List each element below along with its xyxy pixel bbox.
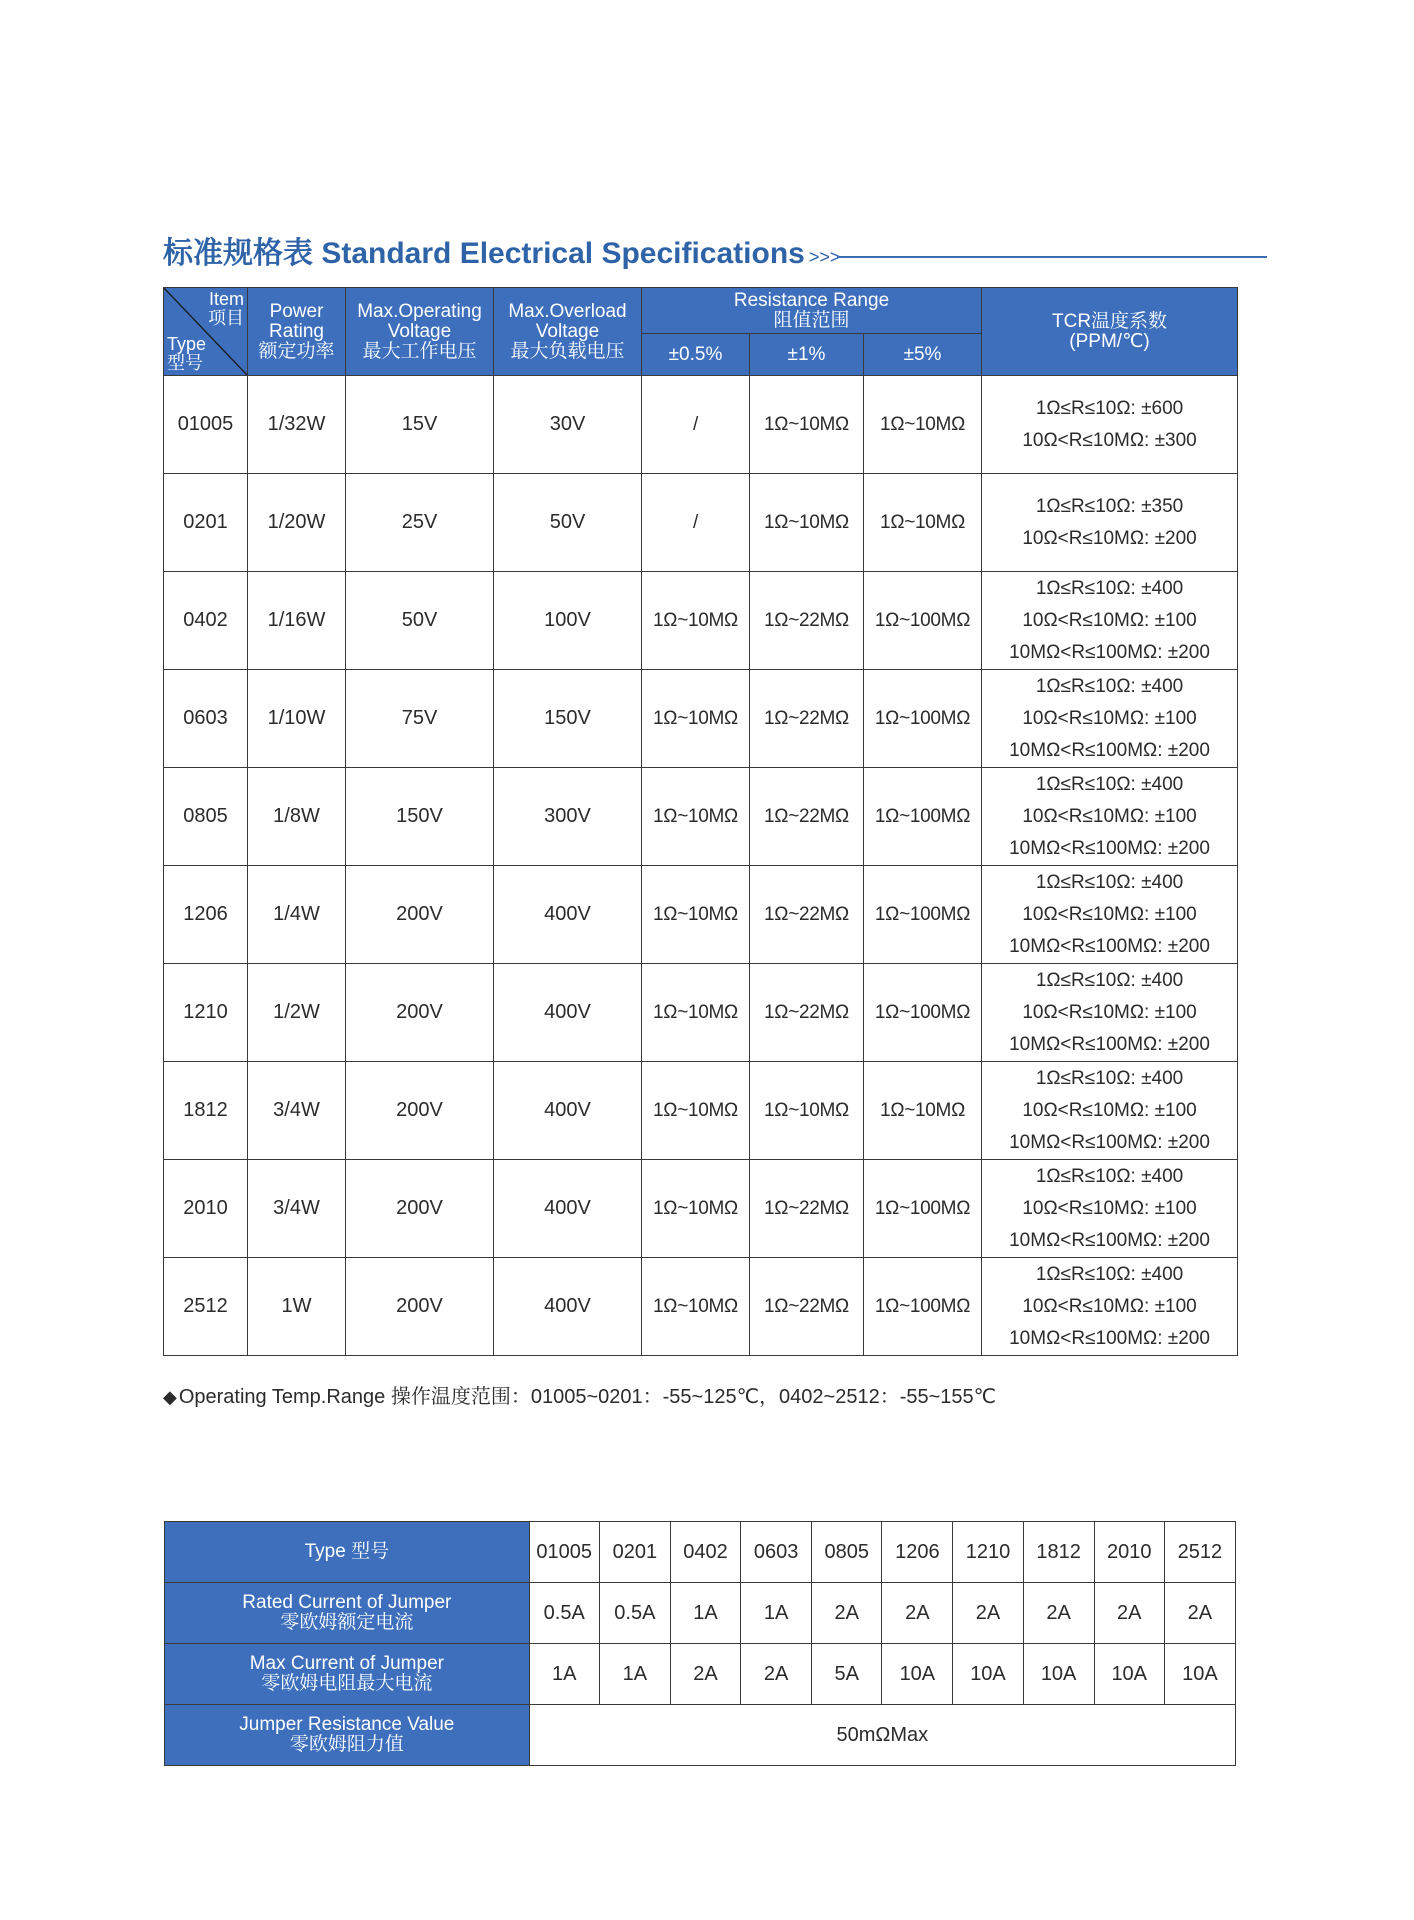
jumper-max-cell: 10A bbox=[1164, 1644, 1235, 1705]
heading-title bbox=[163, 232, 840, 279]
jumper-rated-row bbox=[165, 1583, 1236, 1644]
table-row bbox=[164, 670, 1238, 768]
table-row bbox=[164, 1160, 1238, 1258]
jumper-rated-cell: 2A bbox=[1164, 1583, 1235, 1644]
tcr-cell: 1Ω≤R≤10Ω: ±400 10Ω<R≤10MΩ: ±100 10MΩ<R≤100MΩ: ±200 bbox=[982, 1160, 1238, 1258]
range-1-cell: 1Ω~22MΩ bbox=[750, 1160, 864, 1258]
range-0-5-cell: 1Ω~10MΩ bbox=[642, 1258, 750, 1356]
jumper-resistance-label: Jumper Resistance Value 零欧姆阻力值 bbox=[165, 1705, 530, 1766]
table-row bbox=[164, 964, 1238, 1062]
range-1-cell: 1Ω~10MΩ bbox=[750, 1062, 864, 1160]
range-0-5-cell: 1Ω~10MΩ bbox=[642, 670, 750, 768]
heading-rule bbox=[837, 256, 1267, 258]
table-row bbox=[164, 1258, 1238, 1356]
type-cell: 01005 bbox=[164, 376, 248, 474]
maxov-cell: 30V bbox=[494, 376, 642, 474]
range-5-cell: 1Ω~100MΩ bbox=[864, 1160, 982, 1258]
jumper-rated-cell: 0.5A bbox=[529, 1583, 599, 1644]
jumper-max-cell: 2A bbox=[741, 1644, 812, 1705]
maxop-cell: 200V bbox=[346, 866, 494, 964]
maxop-cell: 150V bbox=[346, 768, 494, 866]
jumper-max-cell: 10A bbox=[953, 1644, 1023, 1705]
maxov-cell: 400V bbox=[494, 1160, 642, 1258]
resistance-range-header: Resistance Range 阻值范围 bbox=[642, 288, 982, 334]
range-0-5-cell: 1Ω~10MΩ bbox=[642, 768, 750, 866]
tolerance-1-header: ±1% bbox=[750, 334, 864, 376]
tcr-cell: 1Ω≤R≤10Ω: ±400 10Ω<R≤10MΩ: ±100 10MΩ<R≤100MΩ: ±200 bbox=[982, 768, 1238, 866]
jumper-type-cell: 1206 bbox=[882, 1522, 953, 1583]
jumper-type-cell: 1210 bbox=[953, 1522, 1023, 1583]
maxop-cell: 200V bbox=[346, 964, 494, 1062]
maxop-cell: 50V bbox=[346, 572, 494, 670]
type-cell: 0805 bbox=[164, 768, 248, 866]
item-type-header bbox=[164, 288, 248, 376]
range-0-5-cell: / bbox=[642, 474, 750, 572]
range-1-cell: 1Ω~22MΩ bbox=[750, 1258, 864, 1356]
tcr-cell: 1Ω≤R≤10Ω: ±400 10Ω<R≤10MΩ: ±100 10MΩ<R≤100MΩ: ±200 bbox=[982, 572, 1238, 670]
jumper-type-cell: 0402 bbox=[670, 1522, 740, 1583]
range-0-5-cell: / bbox=[642, 376, 750, 474]
type-cell: 1812 bbox=[164, 1062, 248, 1160]
jumper-max-cell: 10A bbox=[1094, 1644, 1164, 1705]
jumper-table bbox=[164, 1521, 1236, 1766]
range-0-5-cell: 1Ω~10MΩ bbox=[642, 964, 750, 1062]
table-row bbox=[164, 866, 1238, 964]
range-5-cell: 1Ω~10MΩ bbox=[864, 1062, 982, 1160]
type-cell: 1206 bbox=[164, 866, 248, 964]
maxov-cell: 300V bbox=[494, 768, 642, 866]
type-cell: 0201 bbox=[164, 474, 248, 572]
item-label: Item 项目 bbox=[208, 289, 244, 328]
tolerance-0-5-header: ±0.5% bbox=[642, 334, 750, 376]
tolerance-5-header: ±5% bbox=[864, 334, 982, 376]
type-cell: 0603 bbox=[164, 670, 248, 768]
type-cell: 1210 bbox=[164, 964, 248, 1062]
jumper-rated-cell: 2A bbox=[1023, 1583, 1094, 1644]
tcr-header: TCR温度系数 (PPM/℃) bbox=[982, 288, 1238, 376]
max-operating-voltage-header: Max.Operating Voltage 最大工作电压 bbox=[346, 288, 494, 376]
power-cell: 1/20W bbox=[248, 474, 346, 572]
maxov-cell: 100V bbox=[494, 572, 642, 670]
range-5-cell: 1Ω~10MΩ bbox=[864, 474, 982, 572]
range-5-cell: 1Ω~100MΩ bbox=[864, 670, 982, 768]
tcr-cell: 1Ω≤R≤10Ω: ±350 10Ω<R≤10MΩ: ±200 bbox=[982, 474, 1238, 572]
power-cell: 3/4W bbox=[248, 1062, 346, 1160]
operating-temp-note bbox=[163, 1380, 996, 1409]
heading-arrows: >>> bbox=[808, 247, 841, 267]
range-5-cell: 1Ω~100MΩ bbox=[864, 572, 982, 670]
specs-table bbox=[163, 287, 1238, 1356]
power-cell: 1/2W bbox=[248, 964, 346, 1062]
power-rating-header: Power Rating 额定功率 bbox=[248, 288, 346, 376]
table-row bbox=[164, 768, 1238, 866]
tcr-cell: 1Ω≤R≤10Ω: ±400 10Ω<R≤10MΩ: ±100 10MΩ<R≤100MΩ: ±200 bbox=[982, 1062, 1238, 1160]
jumper-rated-cell: 2A bbox=[812, 1583, 882, 1644]
table-row bbox=[164, 572, 1238, 670]
range-5-cell: 1Ω~100MΩ bbox=[864, 768, 982, 866]
range-5-cell: 1Ω~10MΩ bbox=[864, 376, 982, 474]
power-cell: 1/4W bbox=[248, 866, 346, 964]
tcr-cell: 1Ω≤R≤10Ω: ±400 10Ω<R≤10MΩ: ±100 10MΩ<R≤100MΩ: ±200 bbox=[982, 1258, 1238, 1356]
jumper-max-row bbox=[165, 1644, 1236, 1705]
range-1-cell: 1Ω~22MΩ bbox=[750, 572, 864, 670]
table-row bbox=[164, 1062, 1238, 1160]
tcr-cell: 1Ω≤R≤10Ω: ±400 10Ω<R≤10MΩ: ±100 10MΩ<R≤100MΩ: ±200 bbox=[982, 964, 1238, 1062]
range-5-cell: 1Ω~100MΩ bbox=[864, 1258, 982, 1356]
jumper-type-cell: 0805 bbox=[812, 1522, 882, 1583]
range-0-5-cell: 1Ω~10MΩ bbox=[642, 572, 750, 670]
power-cell: 1/10W bbox=[248, 670, 346, 768]
power-cell: 1/32W bbox=[248, 376, 346, 474]
type-cell: 2010 bbox=[164, 1160, 248, 1258]
tcr-cell: 1Ω≤R≤10Ω: ±600 10Ω<R≤10MΩ: ±300 bbox=[982, 376, 1238, 474]
table-row bbox=[164, 474, 1238, 572]
jumper-type-cell: 0603 bbox=[741, 1522, 812, 1583]
maxov-cell: 150V bbox=[494, 670, 642, 768]
jumper-max-cell: 1A bbox=[599, 1644, 670, 1705]
jumper-rated-cell: 2A bbox=[882, 1583, 953, 1644]
power-cell: 1/16W bbox=[248, 572, 346, 670]
range-5-cell: 1Ω~100MΩ bbox=[864, 964, 982, 1062]
jumper-rated-cell: 2A bbox=[1094, 1583, 1164, 1644]
jumper-max-cell: 5A bbox=[812, 1644, 882, 1705]
maxov-cell: 400V bbox=[494, 1062, 642, 1160]
jumper-resistance-value: 50mΩMax bbox=[529, 1705, 1235, 1766]
type-label: Type 型号 bbox=[167, 334, 207, 373]
jumper-max-cell: 10A bbox=[1023, 1644, 1094, 1705]
type-cell: 2512 bbox=[164, 1258, 248, 1356]
jumper-rated-cell: 2A bbox=[953, 1583, 1023, 1644]
jumper-type-cell: 2010 bbox=[1094, 1522, 1164, 1583]
jumper-rated-label: Rated Current of Jumper 零欧姆额定电流 bbox=[165, 1583, 530, 1644]
section-heading bbox=[163, 232, 1267, 278]
maxov-cell: 400V bbox=[494, 1258, 642, 1356]
tcr-cell: 1Ω≤R≤10Ω: ±400 10Ω<R≤10MΩ: ±100 10MΩ<R≤100MΩ: ±200 bbox=[982, 866, 1238, 964]
range-0-5-cell: 1Ω~10MΩ bbox=[642, 866, 750, 964]
maxov-cell: 50V bbox=[494, 474, 642, 572]
range-5-cell: 1Ω~100MΩ bbox=[864, 866, 982, 964]
type-cell: 0402 bbox=[164, 572, 248, 670]
jumper-type-label: Type 型号 bbox=[165, 1522, 530, 1583]
jumper-type-cell: 0201 bbox=[599, 1522, 670, 1583]
range-1-cell: 1Ω~10MΩ bbox=[750, 474, 864, 572]
jumper-type-cell: 2512 bbox=[1164, 1522, 1235, 1583]
jumper-max-cell: 1A bbox=[529, 1644, 599, 1705]
jumper-type-row bbox=[165, 1522, 1236, 1583]
maxop-cell: 75V bbox=[346, 670, 494, 768]
table-row bbox=[164, 376, 1238, 474]
note-text: Operating Temp.Range 操作温度范围：01005~0201：-55~125℃，0402~2512：-55~155℃ bbox=[178, 1386, 997, 1408]
power-cell: 1W bbox=[248, 1258, 346, 1356]
jumper-rated-cell: 1A bbox=[741, 1583, 812, 1644]
range-1-cell: 1Ω~10MΩ bbox=[750, 376, 864, 474]
jumper-max-label: Max Current of Jumper 零欧姆电阻最大电流 bbox=[165, 1644, 530, 1705]
range-0-5-cell: 1Ω~10MΩ bbox=[642, 1062, 750, 1160]
range-1-cell: 1Ω~22MΩ bbox=[750, 670, 864, 768]
maxov-cell: 400V bbox=[494, 964, 642, 1062]
maxop-cell: 200V bbox=[346, 1062, 494, 1160]
max-overload-voltage-header: Max.Overload Voltage 最大负载电压 bbox=[494, 288, 642, 376]
jumper-max-cell: 10A bbox=[882, 1644, 953, 1705]
jumper-type-cell: 01005 bbox=[529, 1522, 599, 1583]
range-1-cell: 1Ω~22MΩ bbox=[750, 964, 864, 1062]
range-1-cell: 1Ω~22MΩ bbox=[750, 866, 864, 964]
maxop-cell: 15V bbox=[346, 376, 494, 474]
jumper-max-cell: 2A bbox=[670, 1644, 740, 1705]
range-0-5-cell: 1Ω~10MΩ bbox=[642, 1160, 750, 1258]
maxov-cell: 400V bbox=[494, 866, 642, 964]
maxop-cell: 200V bbox=[346, 1160, 494, 1258]
power-cell: 1/8W bbox=[248, 768, 346, 866]
maxop-cell: 200V bbox=[346, 1258, 494, 1356]
diamond-bullet-icon: ◆ bbox=[163, 1387, 177, 1407]
jumper-type-cell: 1812 bbox=[1023, 1522, 1094, 1583]
jumper-resistance-row bbox=[165, 1705, 1236, 1766]
power-cell: 3/4W bbox=[248, 1160, 346, 1258]
maxop-cell: 25V bbox=[346, 474, 494, 572]
heading-title-text: 标准规格表 Standard Electrical Specifications bbox=[163, 237, 805, 270]
tcr-cell: 1Ω≤R≤10Ω: ±400 10Ω<R≤10MΩ: ±100 10MΩ<R≤100MΩ: ±200 bbox=[982, 670, 1238, 768]
jumper-rated-cell: 0.5A bbox=[599, 1583, 670, 1644]
jumper-rated-cell: 1A bbox=[670, 1583, 740, 1644]
range-1-cell: 1Ω~22MΩ bbox=[750, 768, 864, 866]
